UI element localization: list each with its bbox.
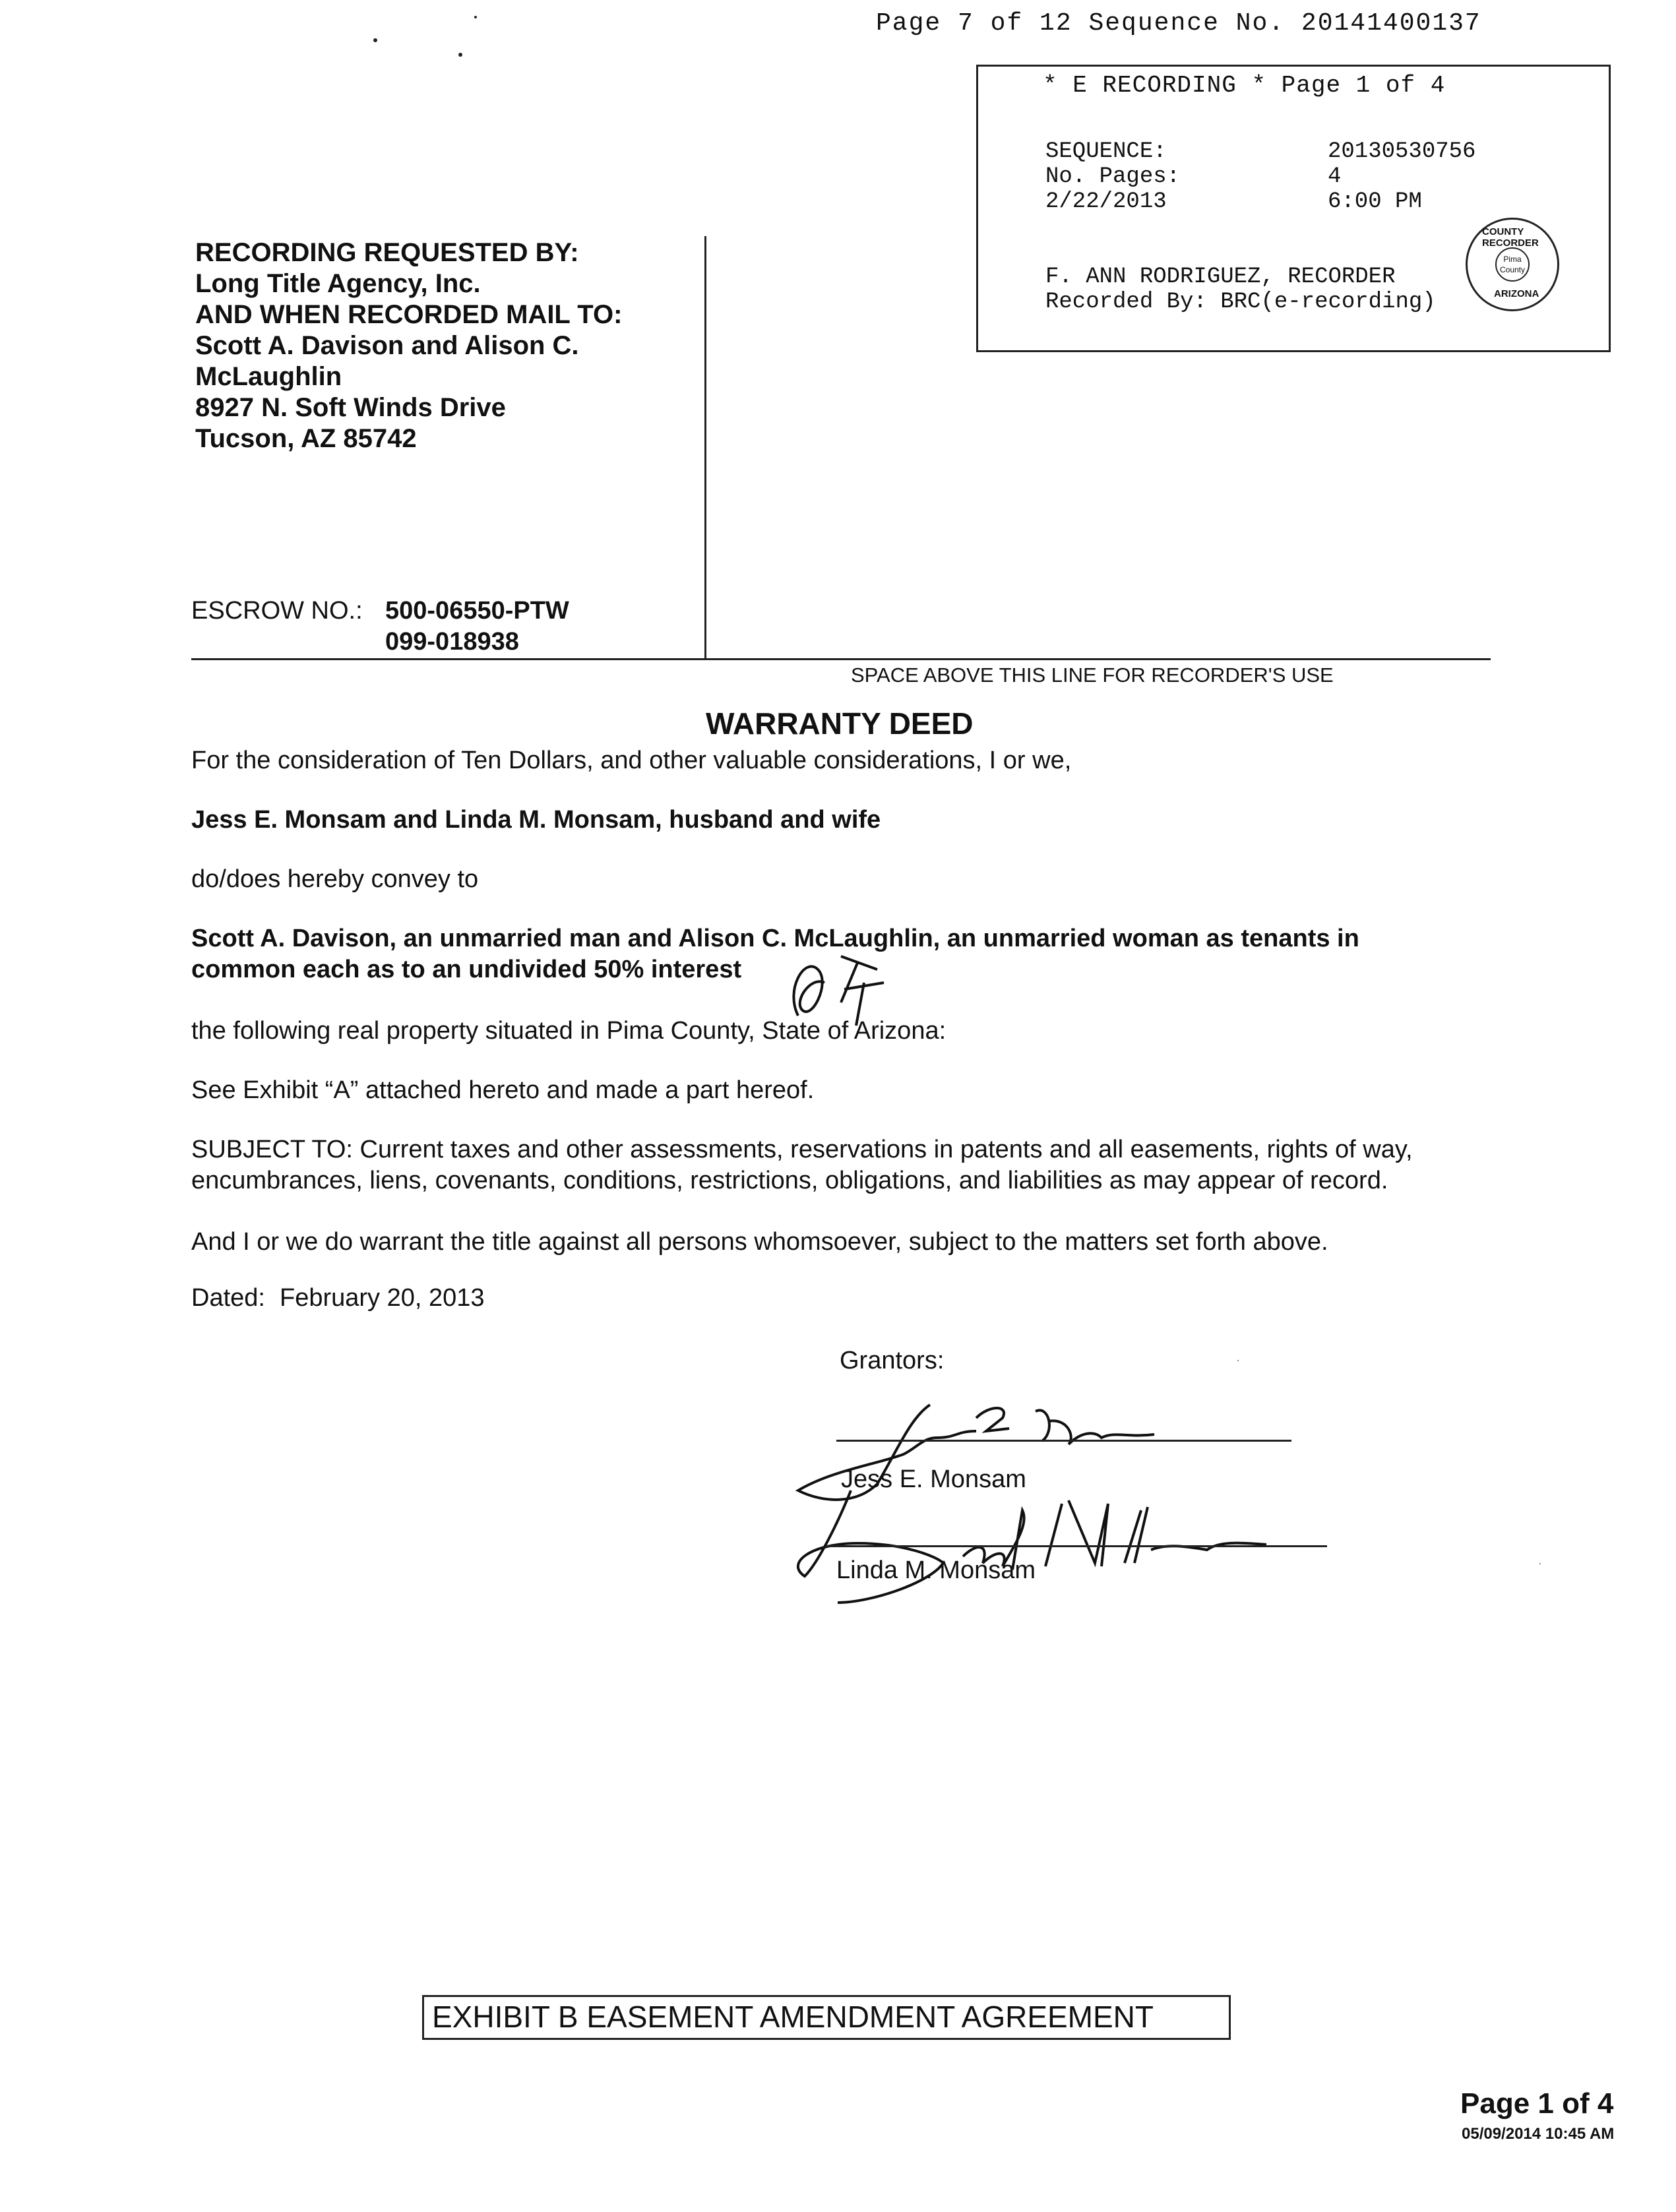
pages-value: 4 [1328, 164, 1342, 189]
requesting-agency: Long Title Agency, Inc. [195, 269, 481, 298]
page-sequence-header: Page 7 of 12 Sequence No. 20141400137 [876, 9, 1481, 38]
signer-name: Linda M. Monsam [836, 1556, 1036, 1584]
grantee-names: Scott A. Davison, an unmarried man and Alison C. McLaughlin, an unmarried woman as tenants in [191, 925, 1359, 952]
scan-speck [458, 53, 462, 57]
mail-to-label: AND WHEN RECORDED MAIL TO: [195, 300, 623, 329]
recording-requested-label: RECORDING REQUESTED BY: [195, 238, 579, 267]
signature-line [826, 1545, 1327, 1547]
grantor-names: Jess E. Monsam and Linda M. Monsam, husband and wife [191, 806, 881, 834]
e-recording-title: * E RECORDING * Page 1 of 4 [1043, 72, 1446, 99]
county-recorder-seal [1466, 218, 1559, 311]
page-number: Page 1 of 4 [1460, 2087, 1614, 2120]
scan-speck [1539, 1563, 1541, 1564]
mail-to-name: McLaughlin [195, 362, 342, 391]
escrow-label: ESCROW NO.: [191, 597, 363, 625]
consideration-clause: For the consideration of Ten Dollars, and other valuable considerations, I or we, [191, 747, 1072, 774]
sequence-value: 20130530756 [1328, 139, 1476, 164]
sequence-label: SEQUENCE: [1045, 139, 1167, 164]
recording-time: 6:00 PM [1328, 189, 1422, 214]
scan-speck [1237, 1360, 1239, 1361]
escrow-number: 500-06550-PTW [385, 597, 569, 625]
property-clause: the following real property situated in Pima County, State of Arizona: [191, 1017, 947, 1045]
exhibit-reference: See Exhibit “A” attached hereto and made a part hereof. [191, 1076, 815, 1104]
grantor-signature-2-icon [791, 1484, 1332, 1616]
document-title: WARRANTY DEED [706, 706, 974, 741]
dated-value: February 20, 2013 [280, 1284, 485, 1312]
scan-speck [474, 16, 477, 18]
handwritten-initials-icon [778, 943, 897, 1035]
signer-name: Jess E. Monsam [841, 1465, 1026, 1493]
mail-to-street: 8927 N. Soft Winds Drive [195, 393, 506, 422]
recorder-use-line [704, 658, 1491, 660]
recording-date: 2/22/2013 [1045, 189, 1167, 214]
warranty-clause: And I or we do warrant the title against all persons whomsoever, subject to the matters set forth above. [191, 1228, 1328, 1256]
recording-area-divider [704, 236, 706, 660]
seal-top-text: COUNTY RECORDER [1482, 226, 1539, 249]
convey-clause: do/does hereby convey to [191, 865, 479, 893]
pages-label: No. Pages: [1045, 164, 1181, 189]
seal-bottom-text: ARIZONA [1494, 288, 1539, 299]
signature-line [836, 1440, 1291, 1442]
grantee-names: common each as to an undivided 50% interest [191, 956, 742, 983]
county-recorder-name: F. ANN RODRIGUEZ, RECORDER [1045, 264, 1396, 290]
recorded-by: Recorded By: BRC(e-recording) [1045, 290, 1436, 315]
dated-label: Dated: [191, 1284, 265, 1312]
subject-to-clause: SUBJECT TO: Current taxes and other assessments, reservations in patents and all easements, rights of way, [191, 1136, 1413, 1163]
seal-center-text: Pima County [1495, 247, 1530, 282]
recorder-use-note: SPACE ABOVE THIS LINE FOR RECORDER'S USE [851, 663, 1334, 687]
mail-to-name: Scott A. Davison and Alison C. [195, 331, 579, 360]
mail-to-city: Tucson, AZ 85742 [195, 424, 417, 453]
recorder-use-line [191, 658, 706, 660]
scan-speck [373, 38, 377, 42]
escrow-number: 099-018938 [385, 628, 519, 656]
exhibit-label-box: EXHIBIT B EASEMENT AMENDMENT AGREEMENT [422, 1995, 1231, 2040]
subject-to-clause: encumbrances, liens, covenants, conditions, restrictions, obligations, and liabilities as may appear of record. [191, 1167, 1388, 1194]
print-timestamp: 05/09/2014 10:45 AM [1462, 2125, 1615, 2143]
grantors-label: Grantors: [840, 1347, 945, 1374]
